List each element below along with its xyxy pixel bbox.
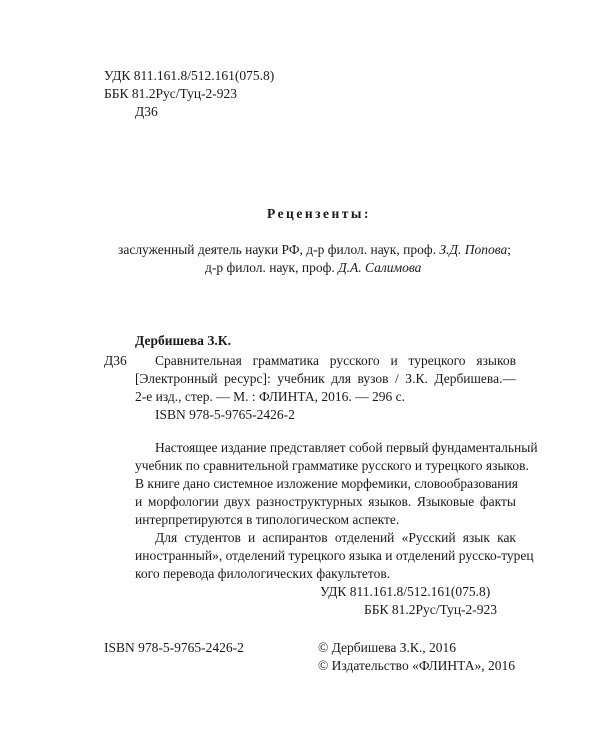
reviewer-2-name: Д.А. Салимова bbox=[338, 260, 422, 275]
reviewer-line-2 bbox=[205, 260, 421, 276]
bbk-code: ББК 81.2Рус/Туц-2-923 bbox=[104, 86, 238, 101]
reviewer-line-1 bbox=[118, 242, 511, 258]
reviewer-2-credentials: д-р филол. наук, проф. bbox=[205, 260, 339, 275]
footer-isbn: ISBN 978-5-9765-2426-2 bbox=[104, 640, 244, 655]
annotation-line-1: Настоящее издание представляет собой первый фундаментальный bbox=[155, 440, 538, 455]
reviewer-1-credentials: заслуженный деятель науки РФ, д-р филол. наук, проф. bbox=[118, 242, 440, 257]
audience-line-1: Для студентов и аспирантов отделений «Русский язык как bbox=[155, 530, 516, 545]
author-mark: Д36 bbox=[135, 104, 158, 119]
bib-author: Дербишева З.К. bbox=[135, 333, 231, 348]
udk-code: УДК 811.161.8/512.161(075.8) bbox=[104, 68, 275, 83]
copyright-author: © Дербишева З.К., 2016 bbox=[318, 640, 457, 655]
bib-title-line: Сравнительная грамматика русского и турецкого языков bbox=[155, 353, 516, 368]
annotation-line-2: учебник по сравнительной грамматике русского и турецкого языков. bbox=[135, 458, 529, 473]
annotation-udk: УДК 811.161.8/512.161(075.8) bbox=[320, 584, 491, 599]
audience-line-2: иностранный», отделений турецкого языка и отделений русско-турец bbox=[135, 548, 534, 563]
annotation-line-3: В книге дано системное изложение морфемики, словообразования bbox=[135, 476, 518, 491]
annotation-line-5: интерпретируются в типологическом аспекте. bbox=[135, 512, 400, 527]
audience-line-3: кого перевода филологических факультетов. bbox=[135, 566, 391, 581]
bib-isbn: ISBN 978-5-9765-2426-2 bbox=[155, 407, 295, 422]
annotation-bbk: ББК 81.2Рус/Туц-2-923 bbox=[364, 602, 498, 617]
bib-resource-line: [Электронный ресурс]: учебник для вузов / З.К. Дербишева.— bbox=[135, 371, 516, 386]
copyright-publisher: © Издательство «ФЛИНТА», 2016 bbox=[318, 658, 515, 673]
reviewer-1-name: З.Д. Попова bbox=[439, 242, 508, 257]
annotation-line-4: и морфологии двух разноструктурных языков. Языковые факты bbox=[135, 494, 516, 509]
reviewers-title: Рецензенты: bbox=[267, 206, 371, 221]
reviewer-1-punct: ; bbox=[507, 242, 512, 257]
bib-code: Д36 bbox=[104, 353, 127, 368]
bib-edition-line: 2-е изд., стер. — М. : ФЛИНТА, 2016. — 296 с. bbox=[135, 389, 406, 404]
